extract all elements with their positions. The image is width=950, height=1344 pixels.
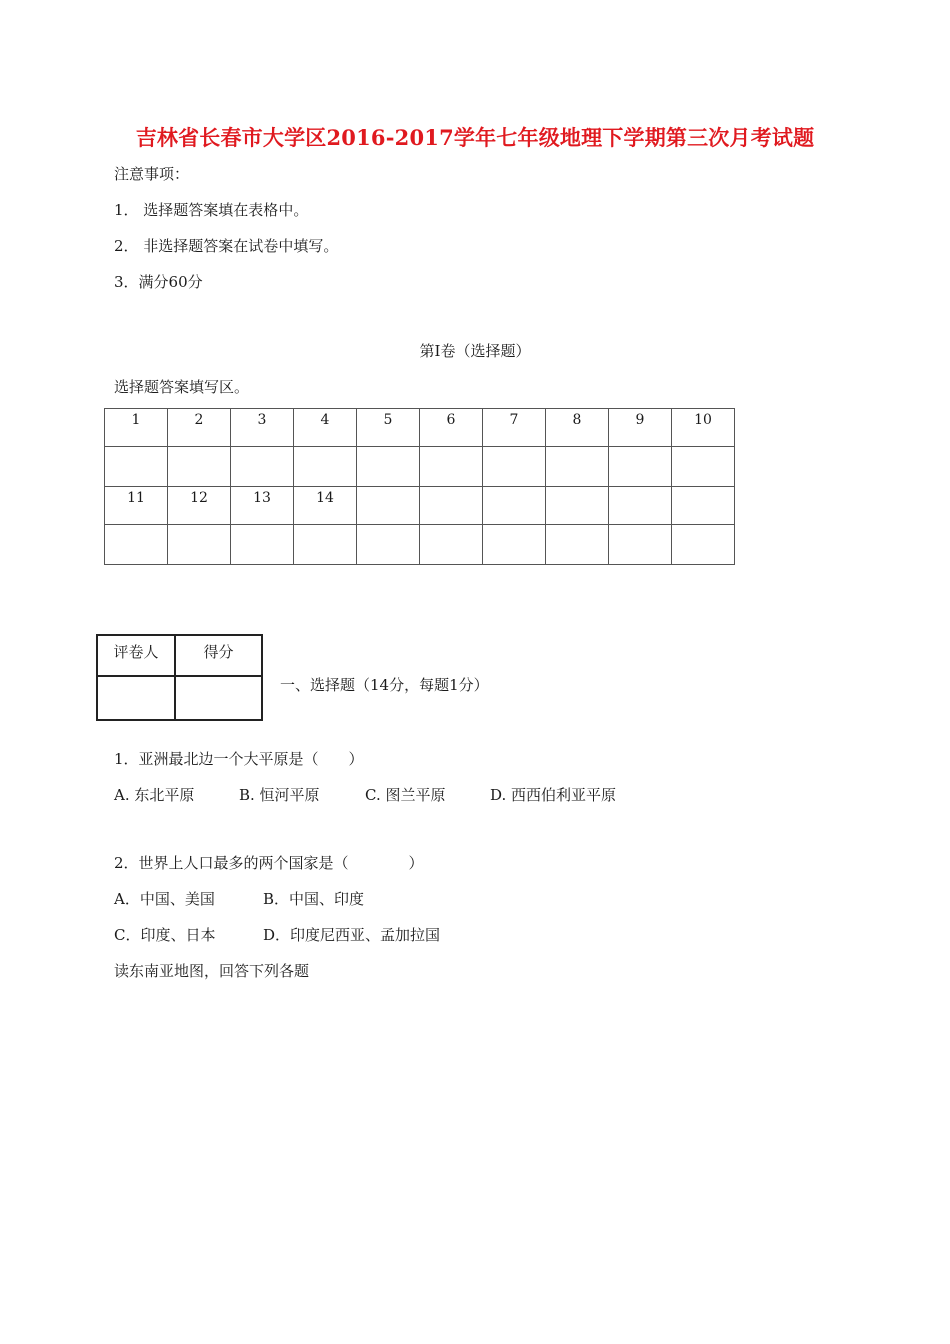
table-cell bbox=[357, 487, 420, 525]
table-cell bbox=[483, 487, 546, 525]
table-cell: 8 bbox=[546, 409, 609, 447]
table-row bbox=[105, 525, 735, 565]
table-cell: 10 bbox=[672, 409, 735, 447]
answer-cell[interactable] bbox=[672, 525, 735, 565]
table-row bbox=[105, 409, 735, 447]
table-row bbox=[105, 487, 735, 525]
option-d: D. 西西伯利亚平原 bbox=[490, 786, 617, 804]
table-row bbox=[105, 447, 735, 487]
table-cell bbox=[546, 487, 609, 525]
table-cell: 9 bbox=[609, 409, 672, 447]
answer-cell[interactable] bbox=[420, 447, 483, 487]
grader-box bbox=[96, 634, 263, 721]
table-cell bbox=[420, 487, 483, 525]
answer-cell[interactable] bbox=[231, 447, 294, 487]
score-label: 得分 bbox=[175, 635, 262, 676]
grader-field[interactable] bbox=[97, 676, 175, 720]
note-item: 2． 非选择题答案在试卷中填写。 bbox=[114, 237, 339, 255]
answer-cell[interactable] bbox=[231, 525, 294, 565]
table-cell: 5 bbox=[357, 409, 420, 447]
note-item: 1． 选择题答案填在表格中。 bbox=[114, 201, 309, 219]
table-cell: 7 bbox=[483, 409, 546, 447]
table-cell: 11 bbox=[105, 487, 168, 525]
option-a: A. 东北平原 bbox=[114, 786, 195, 804]
answer-cell[interactable] bbox=[105, 447, 168, 487]
table-cell: 1 bbox=[105, 409, 168, 447]
answer-table bbox=[104, 408, 735, 565]
question-options bbox=[114, 924, 440, 945]
notes-heading: 注意事项： bbox=[114, 165, 190, 183]
table-cell: 2 bbox=[168, 409, 231, 447]
option-a: A．中国、美国 bbox=[114, 890, 215, 908]
question-options bbox=[114, 784, 616, 805]
answer-cell[interactable] bbox=[609, 447, 672, 487]
answer-cell[interactable] bbox=[483, 525, 546, 565]
option-b: B. 恒河平原 bbox=[239, 786, 320, 804]
answer-cell[interactable] bbox=[294, 525, 357, 565]
answer-cell[interactable] bbox=[168, 525, 231, 565]
document-title: 吉林省长春市大学区2016-2017学年七年级地理下学期第三次月考试题 bbox=[135, 125, 815, 150]
section-title: 第Ⅰ卷（选择题） bbox=[419, 342, 531, 360]
table-row bbox=[97, 635, 262, 676]
option-d: D．印度尼西亚、孟加拉国 bbox=[263, 926, 441, 944]
answer-cell[interactable] bbox=[546, 525, 609, 565]
table-cell: 3 bbox=[231, 409, 294, 447]
table-cell bbox=[609, 487, 672, 525]
answer-cell[interactable] bbox=[483, 447, 546, 487]
question-stem: 2．世界上人口最多的两个国家是（ ） bbox=[114, 854, 424, 872]
table-cell: 6 bbox=[420, 409, 483, 447]
table-cell: 13 bbox=[231, 487, 294, 525]
table-cell: 14 bbox=[294, 487, 357, 525]
answer-cell[interactable] bbox=[294, 447, 357, 487]
option-b: B．中国、印度 bbox=[263, 890, 365, 908]
answer-cell[interactable] bbox=[357, 525, 420, 565]
question-stem: 1．亚洲最北边一个大平原是（ ） bbox=[114, 750, 364, 768]
map-prompt: 读东南亚地图，回答下列各题 bbox=[114, 962, 310, 980]
table-cell: 4 bbox=[294, 409, 357, 447]
table-cell bbox=[672, 487, 735, 525]
table-cell: 12 bbox=[168, 487, 231, 525]
part-one-heading: 一、选择题（14分，每题1分） bbox=[280, 676, 489, 694]
answer-cell[interactable] bbox=[105, 525, 168, 565]
answer-cell[interactable] bbox=[357, 447, 420, 487]
grader-label: 评卷人 bbox=[97, 635, 175, 676]
option-c: C．印度、日本 bbox=[114, 926, 216, 944]
score-field[interactable] bbox=[175, 676, 262, 720]
option-c: C. 图兰平原 bbox=[365, 786, 446, 804]
note-item: 3．满分60分 bbox=[114, 273, 203, 291]
answer-cell[interactable] bbox=[546, 447, 609, 487]
answer-cell[interactable] bbox=[609, 525, 672, 565]
table-row bbox=[97, 676, 262, 720]
answer-cell[interactable] bbox=[672, 447, 735, 487]
answer-cell[interactable] bbox=[420, 525, 483, 565]
question-options bbox=[114, 888, 364, 909]
answer-cell[interactable] bbox=[168, 447, 231, 487]
answer-area-label: 选择题答案填写区。 bbox=[114, 378, 250, 396]
